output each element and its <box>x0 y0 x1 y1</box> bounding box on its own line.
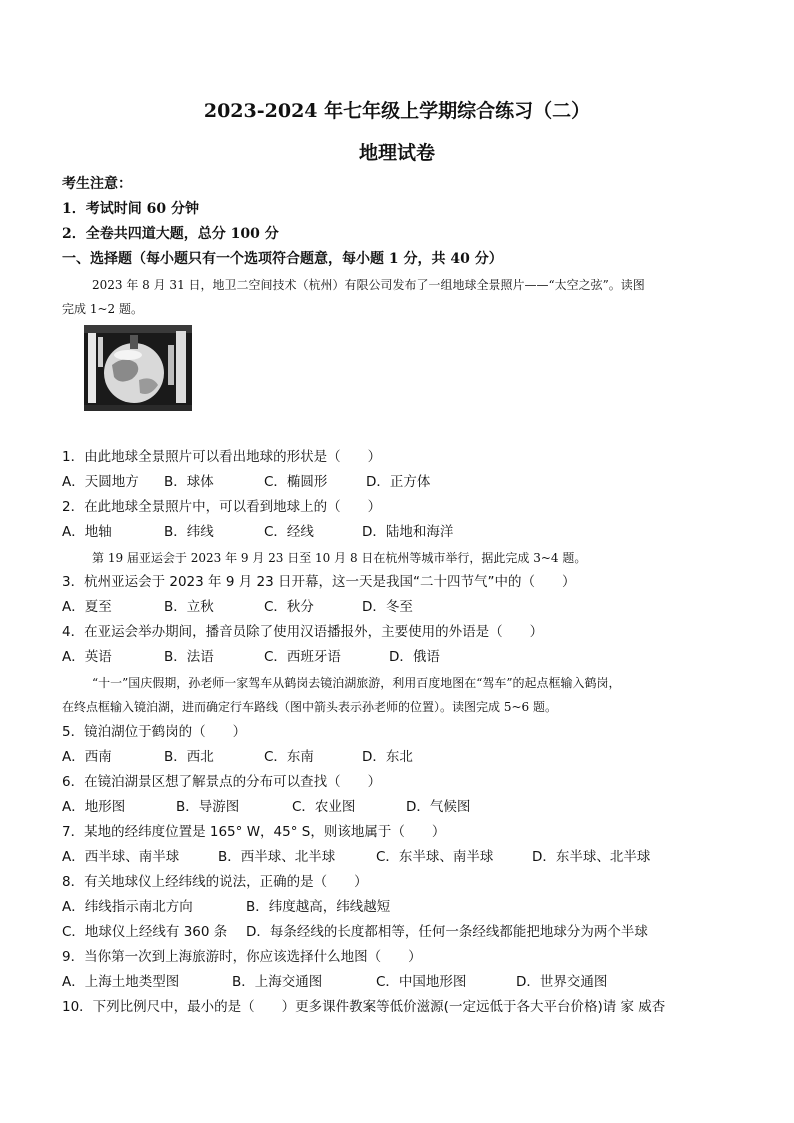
option: B．上海交通图 <box>232 974 323 990</box>
question-8: 8．有关地球仪上经纬线的说法，正确的是（ ） <box>62 874 368 890</box>
options-1 <box>62 473 430 491</box>
options-3 <box>62 598 413 616</box>
question-6: 6．在镜泊湖景区想了解景点的分布可以查找（ ） <box>62 774 382 790</box>
exam-subtitle: 地理试卷 <box>358 142 435 164</box>
options-6 <box>62 798 470 816</box>
notice-item: 2．全卷共四道大题，总分 100 分 <box>62 226 279 242</box>
option: D．东北 <box>362 749 413 765</box>
option: A．天圆地方 <box>62 474 139 490</box>
option: D．俄语 <box>389 649 440 665</box>
exam-title: 2023-2024 年七年级上学期综合练习（二） <box>203 100 591 122</box>
option: C．东半球、南半球 <box>376 849 494 865</box>
option: A．纬线指示南北方向 <box>62 899 193 915</box>
option: B．球体 <box>164 474 214 490</box>
options-9 <box>62 973 607 991</box>
earth-panorama-photo <box>84 325 192 411</box>
option: B．纬线 <box>164 524 214 540</box>
option: B．西北 <box>164 749 214 765</box>
question-4: 4．在亚运会举办期间，播音员除了使用汉语播报外，主要使用的外语是（ ） <box>62 624 544 640</box>
section-heading: 一、选择题（每小题只有一个选项符合题意，每小题 1 分，共 40 分） <box>62 251 503 267</box>
options-4 <box>62 648 440 666</box>
option: B．纬度越高，纬线越短 <box>246 899 391 915</box>
option: D．气候图 <box>406 799 471 815</box>
option: A．地形图 <box>62 799 126 815</box>
option: C．东南 <box>264 749 314 765</box>
notice-item: 1．考试时间 60 分钟 <box>62 201 199 217</box>
option: B．立秋 <box>164 599 214 615</box>
options-2 <box>62 523 453 541</box>
option: C．地球仪上经线有 360 条 <box>62 924 228 940</box>
question-1: 1．由此地球全景照片可以看出地球的形状是（ ） <box>62 449 382 465</box>
passage-text: 完成 1~2 题。 <box>62 302 143 316</box>
option: B．导游图 <box>176 799 240 815</box>
option: C．椭圆形 <box>264 474 328 490</box>
option: A．夏至 <box>62 599 112 615</box>
option: C．中国地形图 <box>376 974 467 990</box>
option: D．正方体 <box>366 474 431 490</box>
option: D．冬至 <box>362 599 413 615</box>
option: A．西半球、南半球 <box>62 849 180 865</box>
passage-text: 第 19 届亚运会于 2023 年 9 月 23 日至 10 月 8 日在杭州等城市举行，据此完成 3~4 题。 <box>92 551 587 565</box>
option: C．农业图 <box>292 799 356 815</box>
question-5: 5．镜泊湖位于鹤岗的（ ） <box>62 724 247 740</box>
option: A．英语 <box>62 649 112 665</box>
option: C．西班牙语 <box>264 649 341 665</box>
notice-heading: 考生注意： <box>62 176 132 192</box>
options-7 <box>62 848 650 866</box>
option: B．法语 <box>164 649 214 665</box>
option: B．西半球、北半球 <box>218 849 336 865</box>
question-2: 2．在此地球全景照片中，可以看到地球上的（ ） <box>62 499 382 515</box>
passage-text: 在终点框输入镜泊湖，进而确定行车路线（图中箭头表示孙老师的位置）。读图完成 5~6 题。 <box>62 700 557 714</box>
option: C．经线 <box>264 524 314 540</box>
option: C．秋分 <box>264 599 314 615</box>
option: A．西南 <box>62 749 112 765</box>
option: A．地轴 <box>62 524 112 540</box>
options-5 <box>62 748 413 766</box>
passage-text: 2023 年 8 月 31 日，地卫二空间技术（杭州）有限公司发布了一组地球全景照片——“太空之弦”。读图 <box>92 278 645 292</box>
options-8 <box>62 898 390 916</box>
options-8b <box>62 923 648 941</box>
option: D．世界交通图 <box>516 974 608 990</box>
option: D．东半球、北半球 <box>532 849 651 865</box>
passage-text: “十一”国庆假期，孙老师一家驾车从鹤岗去镜泊湖旅游，利用百度地图在“驾车”的起点框输入鹤岗， <box>92 676 621 690</box>
option: D．陆地和海洋 <box>362 524 454 540</box>
question-3: 3．杭州亚运会于 2023 年 9 月 23 日开幕，这一天是我国“二十四节气”中的（ ） <box>62 574 576 590</box>
question-7: 7．某地的经纬度位置是 165° W，45° S，则该地属于（ ） <box>62 824 446 840</box>
option: A．上海土地类型图 <box>62 974 180 990</box>
question-9: 9．当你第一次到上海旅游时，你应该选择什么地图（ ） <box>62 949 422 965</box>
question-10: 10．下列比例尺中，最小的是（ ）更多课件教案等低价滋源(一定远低于各大平台价格)请 家 威杏 <box>62 999 666 1015</box>
option: D．每条经线的长度都相等，任何一条经线都能把地球分为两个半球 <box>246 924 648 940</box>
